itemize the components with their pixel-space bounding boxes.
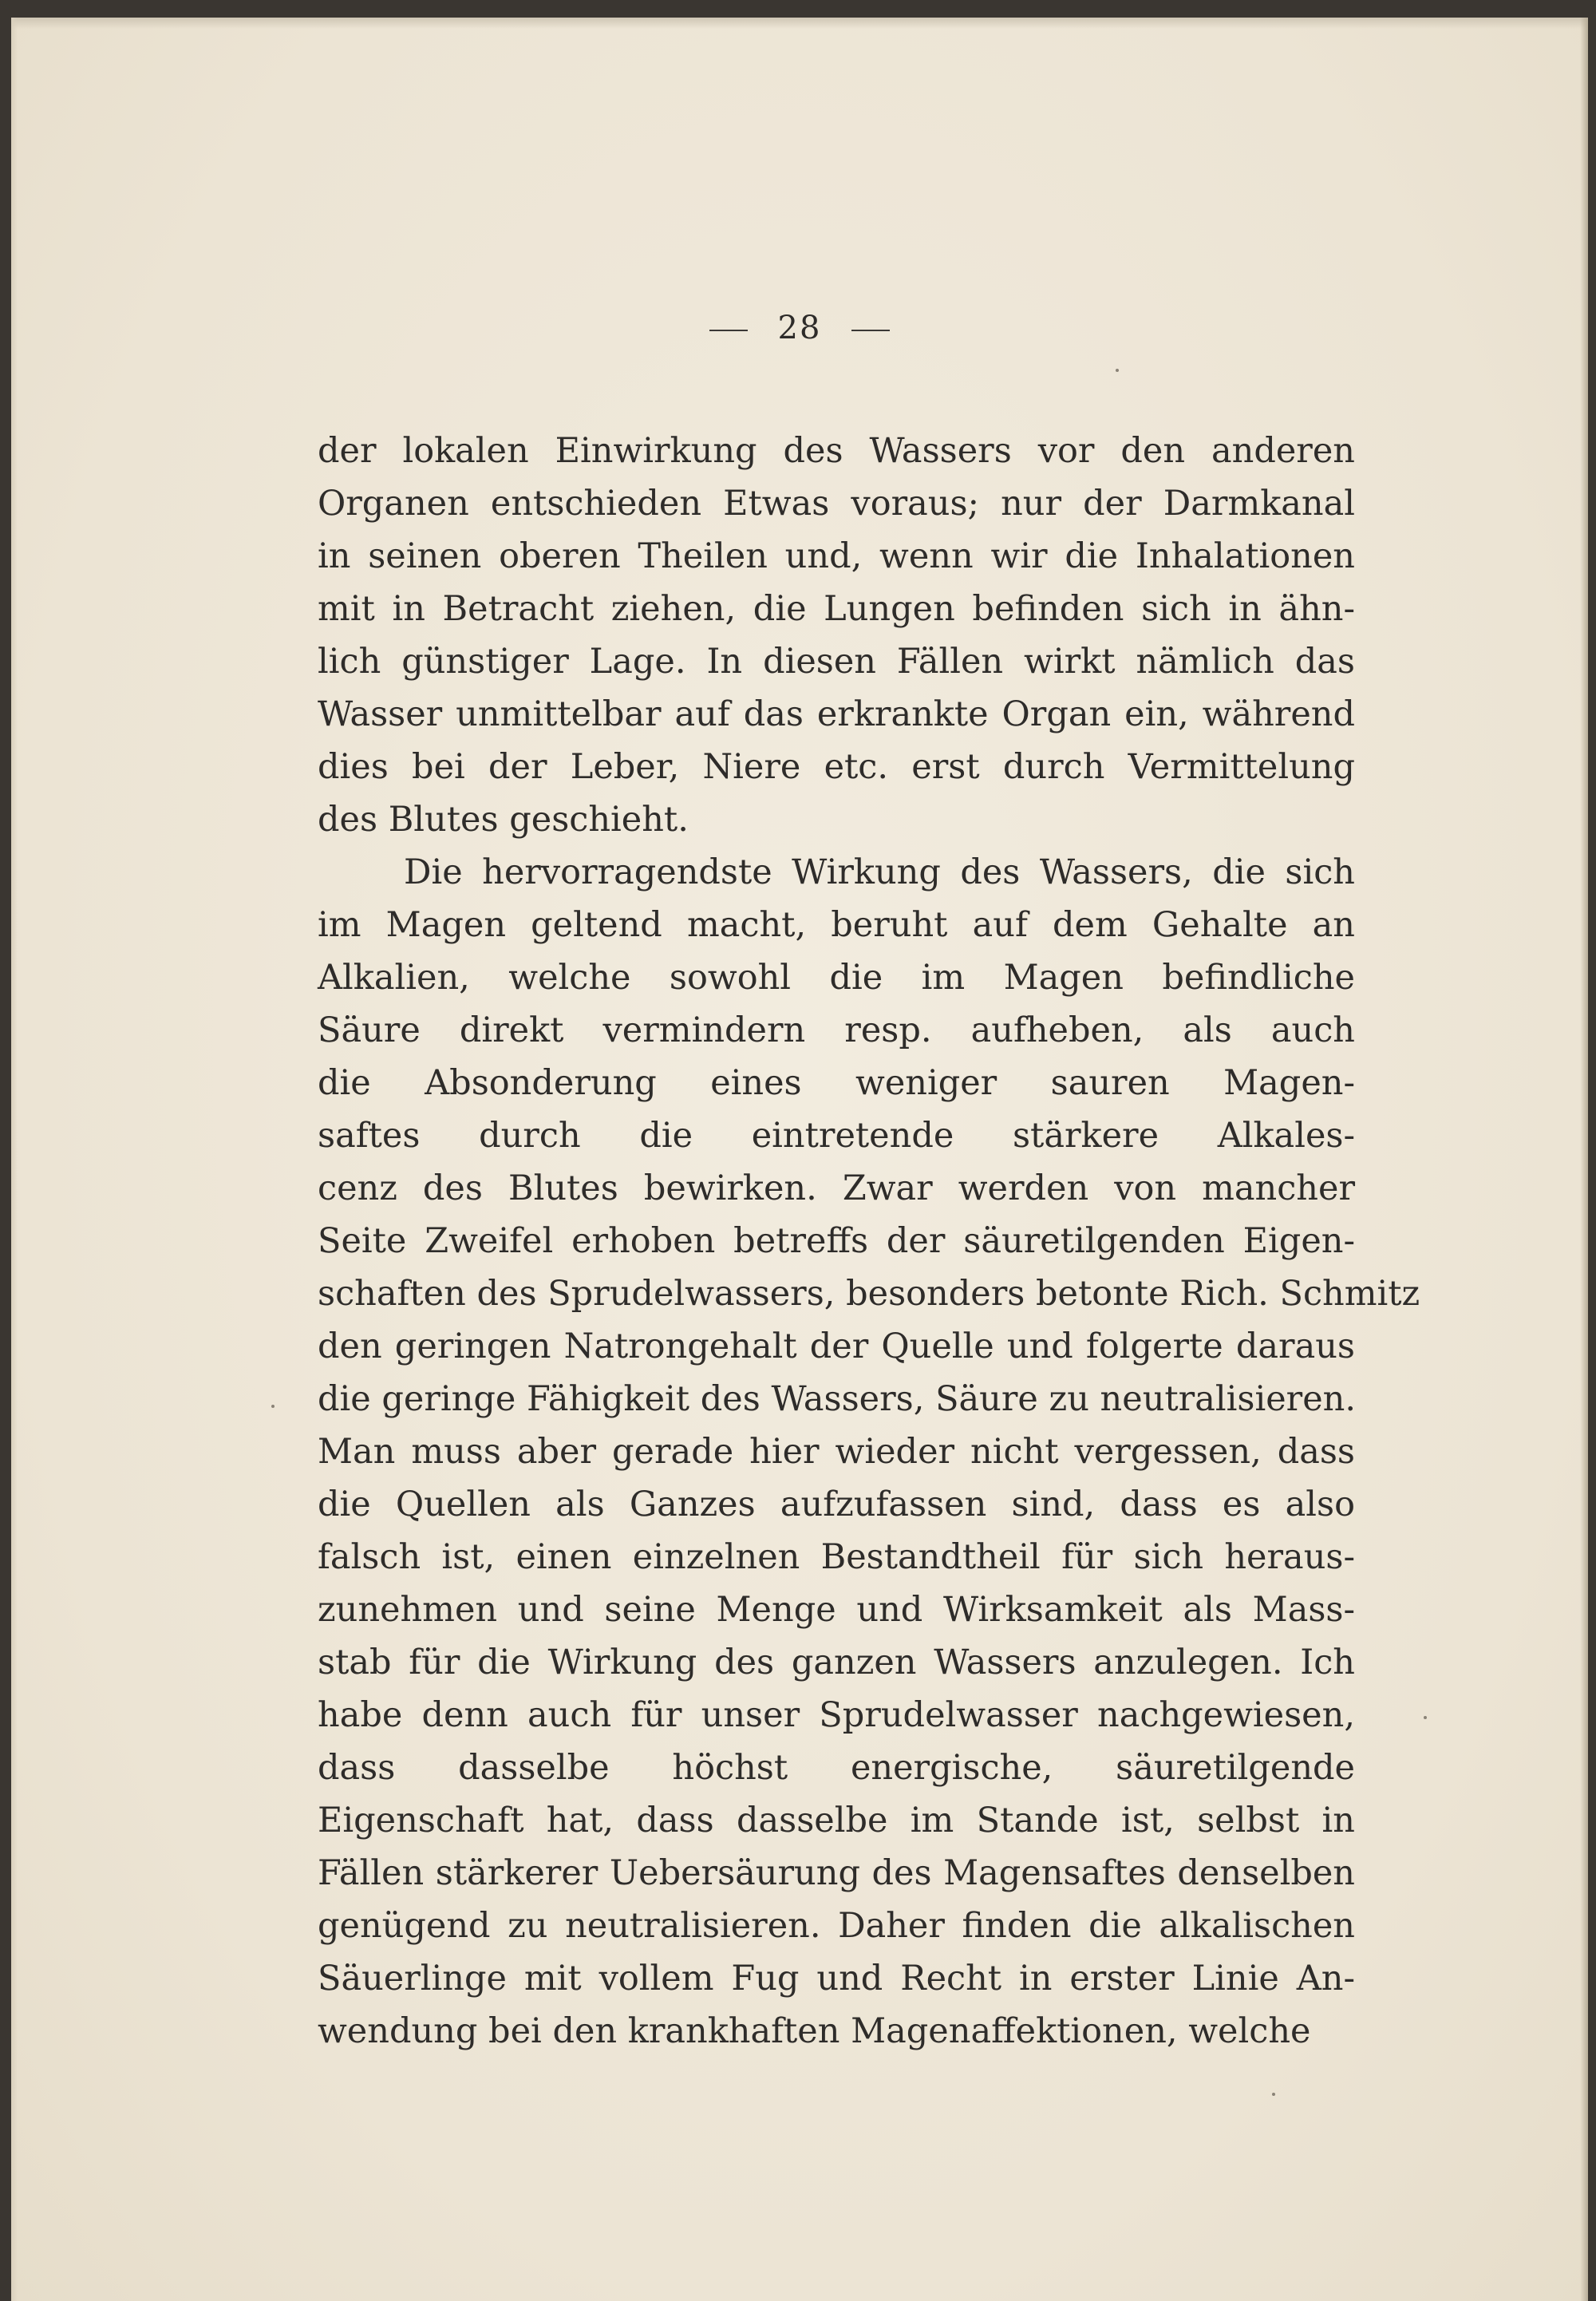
text-line: schaften des Sprudelwassers, besonders betonte Rich. Schmitz: [318, 1274, 1420, 1314]
page-top-shadow: [11, 18, 1588, 29]
paper-speck: [1116, 369, 1119, 372]
text-line: dies bei der Leber, Niere etc. erst durch Vermittelung: [318, 747, 1355, 787]
text-line: den geringen Natrongehalt der Quelle und folgerte daraus: [318, 1326, 1355, 1366]
text-line: in seinen oberen Theilen und, wenn wir die Inhalationen: [318, 536, 1355, 576]
paper-speck: [1424, 1716, 1427, 1719]
text-line: die geringe Fähigkeit des Wassers, Säure zu neutralisieren.: [318, 1379, 1357, 1419]
text-line: Säuerlinge mit vollem Fug und Recht in erster Linie An-: [318, 1959, 1355, 1999]
page-number: 28: [777, 310, 822, 346]
text-line: falsch ist, einen einzelnen Bestandtheil für sich heraus-: [318, 1537, 1355, 1577]
text-line: cenz des Blutes bewirken. Zwar werden von mancher: [318, 1168, 1355, 1208]
text-line: Organen entschieden Etwas voraus; nur der Darmkanal: [318, 484, 1355, 524]
paper-speck: [271, 1405, 275, 1408]
text-line: Eigenschaft hat, dass dasselbe im Stande ist, selbst in: [318, 1801, 1355, 1840]
page-number-header: [11, 310, 1588, 346]
body-text: [318, 425, 1420, 2058]
text-line: Seite Zweifel erhoben betreffs der säuretilgenden Eigen-: [318, 1221, 1355, 1261]
text-line: Wasser unmittelbar auf das erkrankte Organ ein, während: [318, 694, 1355, 734]
text-line: im Magen geltend macht, beruht auf dem Gehalte an: [318, 905, 1355, 945]
text-line: Man muss aber gerade hier wieder nicht vergessen, dass: [318, 1432, 1355, 1472]
text-line: genügend zu neutralisieren. Daher finden die alkalischen: [318, 1906, 1355, 1946]
page-number-dash-right: [851, 330, 890, 331]
page-number-dash-left: [709, 330, 748, 331]
text-line: Säure direkt vermindern resp. aufheben, als auch: [318, 1010, 1355, 1050]
text-line: Die hervorragendste Wirkung des Wassers, die sich: [404, 852, 1355, 892]
text-line: lich günstiger Lage. In diesen Fällen wirkt nämlich das: [318, 642, 1355, 682]
text-line: wendung bei den krankhaften Magenaffektionen, welche: [318, 2011, 1311, 2051]
paper-speck: [1272, 2093, 1275, 2096]
page-left-edge: [11, 18, 18, 2301]
book-page: [11, 18, 1588, 2301]
text-line: der lokalen Einwirkung des Wassers vor den anderen: [318, 431, 1355, 471]
text-line: saftes durch die eintretende stärkere Alkales-: [318, 1116, 1355, 1156]
text-line: zunehmen und seine Menge und Wirksamkeit als Mass-: [318, 1590, 1355, 1630]
text-line: des Blutes geschieht.: [318, 800, 689, 840]
text-line: stab für die Wirkung des ganzen Wassers anzulegen. Ich: [318, 1643, 1355, 1682]
text-line: dass dasselbe höchst energische, säuretilgende: [318, 1748, 1355, 1788]
text-line: Alkalien, welche sowohl die im Magen befindliche: [318, 958, 1355, 998]
page-right-edge: [1580, 18, 1588, 2301]
text-line: mit in Betracht ziehen, die Lungen befinden sich in ähn-: [318, 589, 1355, 629]
text-line: die Quellen als Ganzes aufzufassen sind, dass es also: [318, 1485, 1355, 1524]
text-line: die Absonderung eines weniger sauren Magen-: [318, 1063, 1355, 1103]
text-line: Fällen stärkerer Uebersäurung des Magensaftes denselben: [318, 1853, 1355, 1893]
text-line: habe denn auch für unser Sprudelwasser nachgewiesen,: [318, 1695, 1355, 1735]
